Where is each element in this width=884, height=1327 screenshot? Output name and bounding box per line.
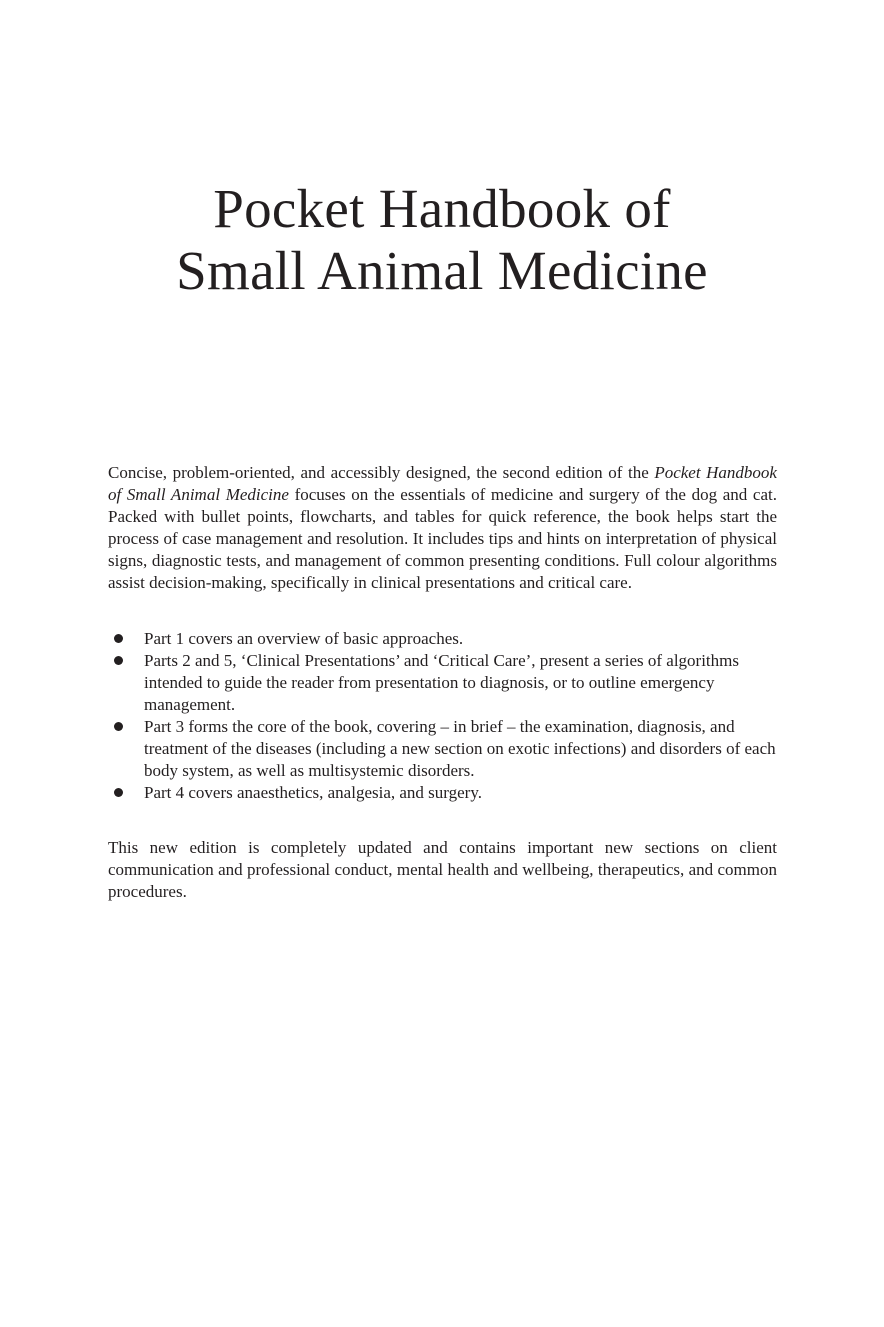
intro-text-before: Concise, problem-oriented, and accessibly designed, the second edition of the (108, 463, 655, 482)
intro-book-title: Pocket Handbook of Small Animal Medicine (108, 463, 777, 504)
list-item (108, 716, 777, 782)
intro-paragraph (108, 462, 777, 594)
bullet-icon (114, 656, 123, 665)
list-item (108, 650, 777, 716)
book-title (0, 178, 884, 302)
intro-text-after: focuses on the essentials of medicine and surgery of the dog and cat. Packed with bullet points, flowcharts, and tables for quick reference, the book helps start the process of case management and resolution. It includes tips and hints on interpretation of physical signs, diagnostic tests, and management of common presenting conditions. Full colour algorithms assist decision-making, specifically in clinical presentations and critical care. (108, 485, 777, 592)
bullet-icon (114, 788, 123, 797)
feature-list (108, 628, 777, 804)
list-item (108, 782, 777, 804)
list-item (108, 628, 777, 650)
list-item-text: Part 4 covers anaesthetics, analgesia, and surgery. (144, 783, 482, 802)
bullet-icon (114, 722, 123, 731)
list-item-text: Part 1 covers an overview of basic approaches. (144, 629, 464, 648)
book-title-line-2: Small Animal Medicine (176, 240, 708, 301)
list-item-text: Part 3 forms the core of the book, covering – in brief – the examination, diagnosis, and treatment of the diseases (including a new section on exotic infections) and disorders of each body system, as well as multisystemic disorders. (144, 717, 776, 780)
list-item-text: Parts 2 and 5, ‘Clinical Presentations’ and ‘Critical Care’, present a series of algorithms intended to guide the reader from presentation to diagnosis, or to outline emergency management. (144, 651, 739, 714)
book-title-line-1: Pocket Handbook of (213, 178, 671, 239)
description (108, 462, 777, 903)
closing-paragraph: This new edition is completely updated and contains important new sections on client communication and professional conduct, mental health and wellbeing, therapeutics, and common procedures. (108, 838, 777, 901)
bullet-icon (114, 634, 123, 643)
